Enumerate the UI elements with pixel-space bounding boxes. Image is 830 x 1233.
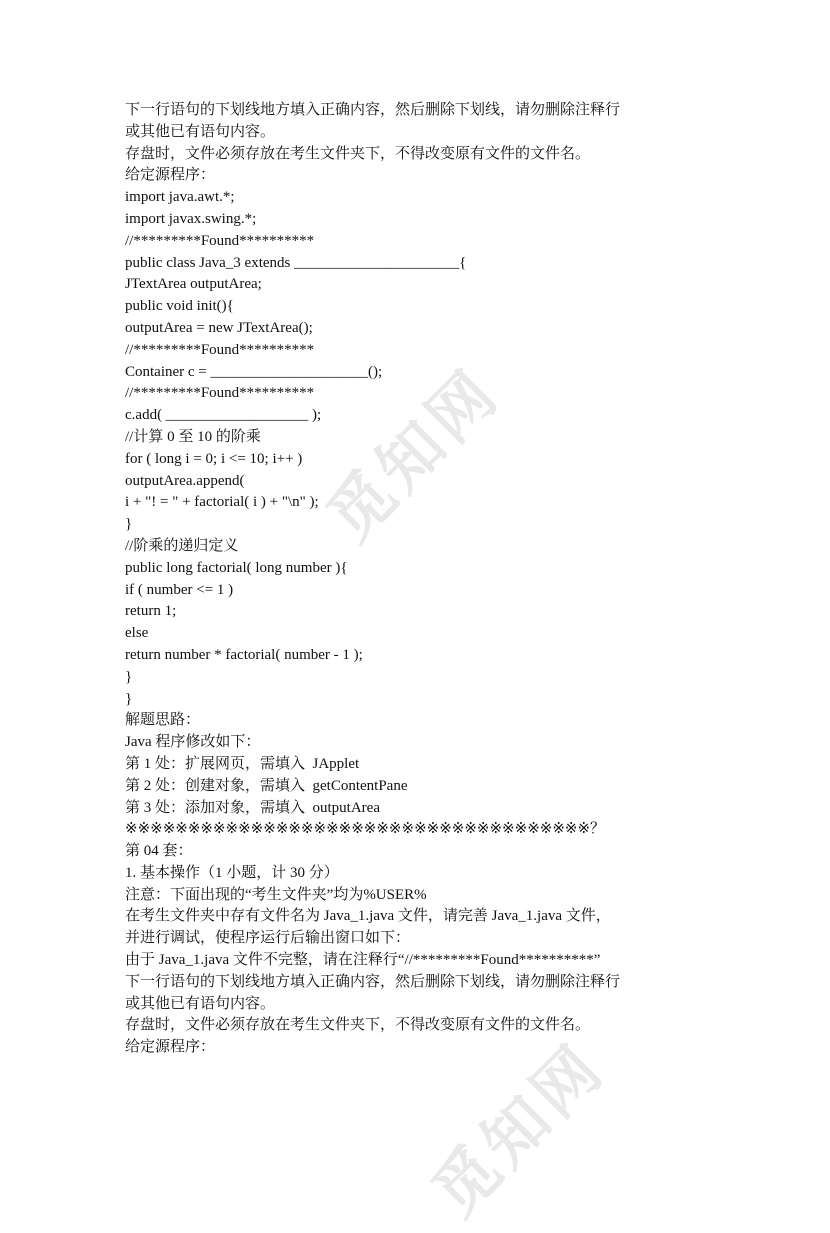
text-line: import javax.swing.*; <box>125 210 257 227</box>
text-line: 解题思路： <box>125 712 201 729</box>
text-line: 下一行语句的下划线地方填入正确内容，然后删除下划线，请勿删除注释行 <box>125 102 621 118</box>
text-line: } <box>125 668 133 685</box>
text-line: 下一行语句的下划线地方填入正确内容，然后删除下划线，请勿删除注释行 <box>125 973 621 990</box>
text-line: 在考生文件夹中存有文件名为 Java_1.java 文件，请完善 Java_1.java 文件， <box>125 908 611 925</box>
text-line: Java 程序修改如下： <box>125 734 261 751</box>
text-line: 并进行调试，使程序运行后输出窗口如下： <box>125 930 411 947</box>
text-line: public class Java_3 extends ______________________{ <box>125 254 467 271</box>
text-line: //阶乘的递归定义 <box>125 537 239 554</box>
text-line: 或其他已有语句内容。 <box>125 123 276 140</box>
text-line: 1. 基本操作（1 小题，计 30 分） <box>125 864 339 881</box>
text-line: 或其他已有语句内容。 <box>125 995 276 1012</box>
text-line: else <box>125 625 149 642</box>
text-line: public void init(){ <box>125 298 234 315</box>
text-line: } <box>125 690 133 707</box>
text-line: //*********Found********** <box>125 341 315 358</box>
text-line: c.add( ___________________ ); <box>125 407 322 424</box>
document-body <box>125 100 725 1059</box>
text-line: for ( long i = 0; i <= 10; i++ ) <box>125 450 303 467</box>
text-line: } <box>125 516 133 533</box>
text-line: Container c = _____________________(); <box>125 363 383 380</box>
text-line: 给定源程序： <box>125 167 216 184</box>
text-line: 第 2 处：创建对象，需填入 getContentPane <box>125 777 408 794</box>
text-line: if ( number <= 1 ) <box>125 581 234 598</box>
text-line: 注意：下面出现的“考生文件夹”均为%USER% <box>125 886 427 903</box>
text-line: 第 3 处：添加对象，需填入 outputArea <box>125 799 380 816</box>
text-line: return 1; <box>125 603 177 620</box>
text-line: 存盘时，文件必须存放在考生文件夹下，不得改变原有文件的文件名。 <box>125 1017 591 1034</box>
watermark-upper: 觅知网 <box>313 354 515 556</box>
text-line: 存盘时，文件必须存放在考生文件夹下，不得改变原有文件的文件名。 <box>125 145 591 162</box>
text-line: i + "! = " + factorial( i ) + "\n" ); <box>125 494 319 511</box>
watermark-lower: 觅知网 <box>418 1029 620 1231</box>
text-line: 给定源程序： <box>125 1039 216 1056</box>
text-line: outputArea.append( <box>125 472 245 489</box>
text-line: import java.awt.*; <box>125 189 235 206</box>
text-line: public long factorial( long number ){ <box>125 559 348 576</box>
text-line: 由于 Java_1.java 文件不完整，请在注释行“//*********Found**********” <box>125 952 601 969</box>
text-line: 第 1 处：扩展网页，需填入 JApplet <box>125 755 360 772</box>
text-line: 第 04 套： <box>125 843 193 860</box>
text-line: //计算 0 至 10 的阶乘 <box>125 428 261 445</box>
text-line: //*********Found********** <box>125 232 315 249</box>
text-line: outputArea = new JTextArea(); <box>125 319 313 336</box>
text-line: return number * factorial( number - 1 ); <box>125 646 363 663</box>
text-line: JTextArea outputArea; <box>125 276 262 293</box>
text-line: ※※※※※※※※※※※※※※※※※※※※※※※※※※※※※※※※※※※※※？ <box>125 821 606 838</box>
text-line: //*********Found********** <box>125 385 315 402</box>
